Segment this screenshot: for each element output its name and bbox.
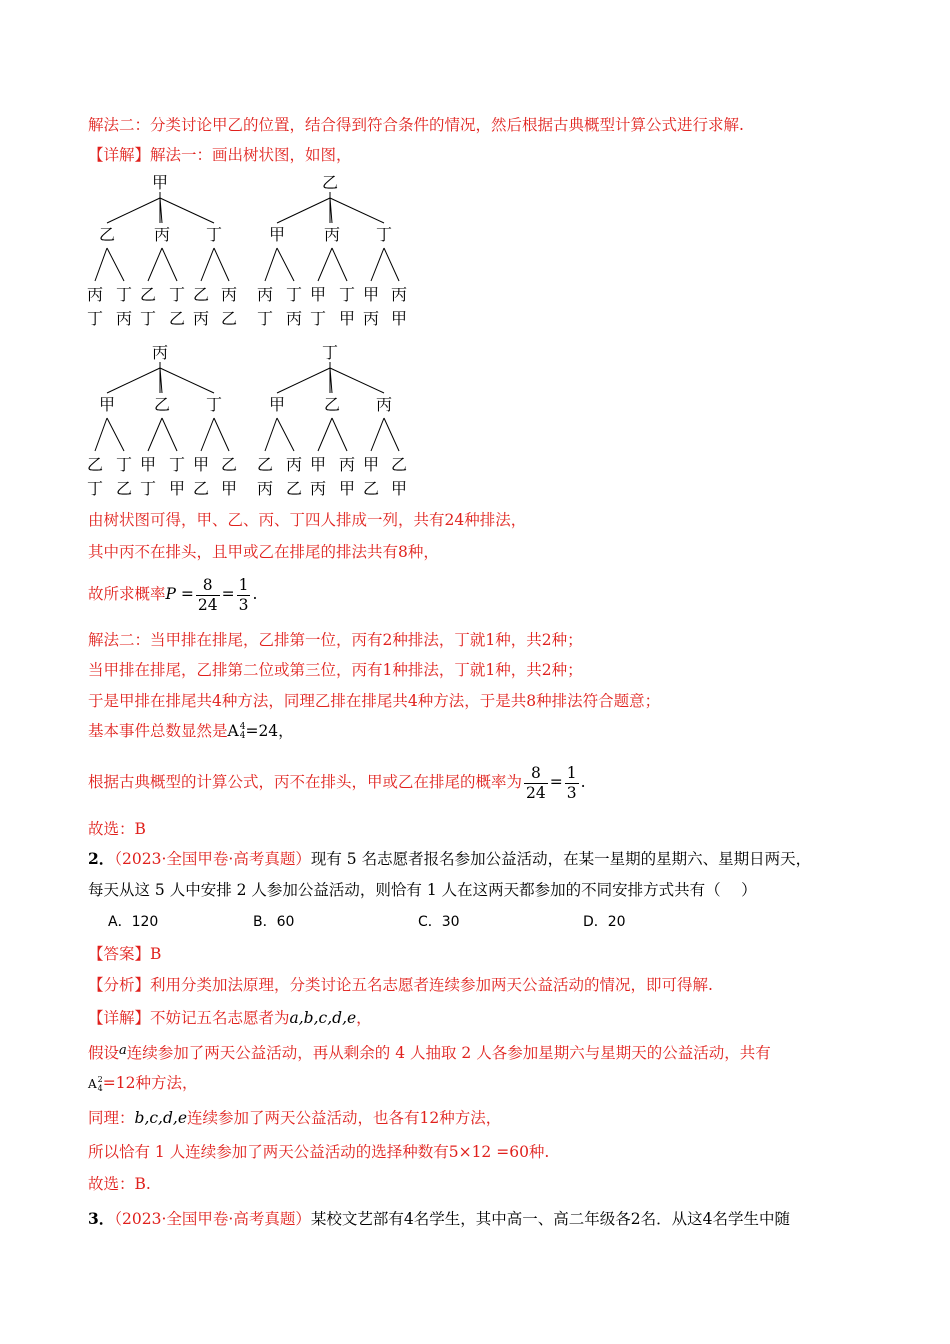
tree-branch (332, 418, 347, 451)
tree-leaf: 丁 (338, 285, 356, 304)
detail-line: 【详解】不妨记五名志愿者为a,b,c,d,e， (88, 1009, 372, 1027)
question-3: 3．（2023·全国甲卷·高考真题）某校文艺部有4名学生，其中高一、高二年级各2名．从这4名学生中随 (88, 1209, 790, 1228)
tree-branch (162, 248, 177, 281)
solution2-total: 于是甲排在排尾共4种方法，同理乙排在排尾共4种方法，于是共8种排法符合题意； (88, 692, 661, 710)
tree-branch (160, 198, 214, 223)
tree-child: 乙 (153, 395, 171, 414)
tree-child: 丁 (205, 395, 223, 414)
choice-answer-2: 故选：B. (88, 1175, 151, 1193)
volunteer-variables: a,b,c,d,e (289, 1009, 357, 1027)
tree-branch (148, 248, 162, 281)
tree-branch (214, 418, 229, 451)
tree-leaf: 丙 (86, 285, 104, 304)
tree-child: 甲 (98, 395, 116, 414)
tree-leaf: 乙 (220, 309, 238, 328)
solution2-case2: 当甲排在排尾，乙排第二位或第三位，丙有1种排法，丁就1种，共2种； (88, 661, 583, 679)
tree-branch (277, 368, 330, 393)
fraction-8-24: $\frac{8}{24}$ (526, 763, 546, 802)
fraction-1-3: $\frac{1}{3}$ (238, 575, 249, 614)
probability-prefix: 故所求概率 (88, 585, 166, 603)
tree-child: 丁 (205, 225, 223, 244)
tree-branch (318, 248, 332, 281)
tree-leaf: 丙 (192, 309, 210, 328)
tree-branch (371, 248, 384, 281)
tree-branch (384, 248, 399, 281)
tree-branch (318, 418, 332, 451)
tree-branch (162, 418, 177, 451)
tree-leaf: 乙 (115, 479, 133, 498)
other-volunteer-variables: b,c,d,e (134, 1109, 187, 1127)
tree-branch (330, 198, 384, 223)
sample-space-line: 基本事件总数显然是A 4 4 =24， (88, 722, 294, 741)
choice-answer-1: 故选：B (88, 820, 146, 838)
tree-leaf: 甲 (168, 479, 186, 498)
variable-a: a (119, 1043, 127, 1058)
favorable-count: 其中丙不在排头，且甲或乙在排尾的排法共有8种， (88, 543, 439, 561)
tree-leaf: 丙 (338, 455, 356, 474)
fraction-8-24: $\frac{8}{24}$ (197, 575, 218, 614)
tree-child: 丙 (375, 395, 393, 414)
tree-leaf: 甲 (338, 479, 356, 498)
tree-leaf: 丙 (362, 309, 380, 328)
tree-leaf: 乙 (285, 479, 303, 498)
tree-leaf: 甲 (362, 455, 380, 474)
tree-branch (277, 198, 330, 223)
tree-leaf: 丁 (86, 309, 104, 328)
question-number: 2． (88, 849, 115, 868)
tree-branch (107, 198, 160, 223)
tree-child: 乙 (323, 395, 341, 414)
fraction-1-3: $\frac{1}{3}$ (566, 763, 577, 802)
question-source: （2023·全国甲卷·高考真题） (114, 1210, 311, 1228)
tree-leaf: 乙 (168, 309, 186, 328)
tree-leaf: 甲 (390, 309, 408, 328)
tree-branch (107, 368, 160, 393)
tree-leaf: 丁 (256, 309, 274, 328)
tree-leaf: 乙 (139, 285, 157, 304)
classical-probability-line: 根据古典概型的计算公式，丙不在排头，甲或乙在排尾的概率为 $\frac{8}{24}$ = $\frac{1}{3}$ . (88, 763, 586, 802)
question-source: （2023·全国甲卷·高考真题） (114, 850, 311, 868)
tree-diagram-ding (252, 340, 422, 500)
tree-leaf: 丙 (285, 455, 303, 474)
question-2-continued: 每天从这 5 人中安排 2 人参加公益活动，则恰有 1 人在这两天都参加的不同安排方式共有（ ） (88, 881, 757, 899)
tree-branch (265, 418, 277, 451)
tree-branch (332, 248, 347, 281)
tree-leaf: 甲 (309, 285, 327, 304)
tree-leaf: 甲 (192, 455, 210, 474)
answer-label: 【答案】B (88, 945, 162, 963)
tree-branch (277, 418, 294, 451)
tree-root: 甲 (151, 173, 169, 192)
option-d: D．20 (583, 914, 626, 930)
tree-branch (95, 418, 107, 451)
tree-leaf: 甲 (390, 479, 408, 498)
tree-child: 甲 (268, 225, 286, 244)
tree-leaf: 丁 (285, 285, 303, 304)
tree-child: 乙 (98, 225, 116, 244)
tree-leaf: 丁 (115, 285, 133, 304)
tree-child: 甲 (268, 395, 286, 414)
tree-branch (201, 248, 214, 281)
tree-branch (107, 418, 124, 451)
tree-leaf: 甲 (139, 455, 157, 474)
total-count-line: 所以恰有 1 人连续参加了两天公益活动的选择种数有5×12 =60种. (88, 1143, 550, 1161)
tree-branch (148, 418, 162, 451)
option-c: C．30 (418, 914, 460, 930)
tree-leaf: 丙 (256, 479, 274, 498)
tree-leaf: 丙 (115, 309, 133, 328)
tree-child: 丙 (323, 225, 341, 244)
perm-symbol: A (227, 722, 239, 740)
tree-leaf: 丁 (168, 455, 186, 474)
tree-branch (201, 418, 214, 451)
tree-branch (265, 248, 277, 281)
tree-leaf: 甲 (362, 285, 380, 304)
permutation-line: A 2 4 =12种方法， (88, 1074, 198, 1093)
solution2-intro: 解法二：分类讨论甲乙的位置，结合得到符合条件的情况，然后根据古典概型计算公式进行求解. (88, 116, 744, 134)
tree-leaf: 乙 (86, 455, 104, 474)
tree-diagram-yi (252, 170, 422, 330)
tree-root: 丙 (151, 343, 169, 362)
tree-child: 丙 (153, 225, 171, 244)
probability-line: 故所求概率P = $\frac{8}{24}$ = $\frac{1}{3}$ . (88, 575, 258, 614)
tree-root: 丁 (321, 343, 339, 362)
assumption-line: 假设$^a$连续参加了两天公益活动，再从剩余的 4 人抽取 2 人各参加星期六与星期天的公益活动，共有 (88, 1043, 771, 1062)
variable-p: P (165, 585, 176, 603)
tree-leaf: 丁 (86, 479, 104, 498)
question-number: 3． (88, 1209, 115, 1228)
option-b: B．60 (253, 914, 295, 930)
tree-leaf: 丙 (256, 285, 274, 304)
tree-leaf: 甲 (309, 455, 327, 474)
question-2: 2．（2023·全国甲卷·高考真题）现有 5 名志愿者报名参加公益活动，在某一星期的星期六、星期日两天， (88, 849, 812, 868)
tree-branch (277, 248, 294, 281)
perm-symbol: A (88, 1077, 97, 1091)
equals-sign: = (221, 585, 235, 603)
tree-branch (330, 368, 384, 393)
detail-method1: 【详解】解法一：画出树状图，如图， (88, 146, 352, 164)
tree-branch (160, 368, 214, 393)
tree-leaf: 乙 (390, 455, 408, 474)
similarly-line: 同理：b,c,d,e连续参加了两天公益活动，也各有12种方法， (88, 1109, 502, 1127)
tree-leaf: 丙 (220, 285, 238, 304)
tree-branch (384, 418, 399, 451)
tree-branch (107, 248, 124, 281)
tree-child: 丁 (375, 225, 393, 244)
tree-branch (95, 248, 107, 281)
tree-branch (214, 248, 229, 281)
tree-leaf: 丙 (390, 285, 408, 304)
tree-diagram-bing (82, 340, 252, 500)
tree-leaf: 丁 (139, 309, 157, 328)
tree-leaf: 乙 (362, 479, 380, 498)
tree-leaf: 乙 (220, 455, 238, 474)
tree-leaf: 丁 (309, 309, 327, 328)
tree-diagram-jia (82, 170, 252, 330)
tree-leaf: 丁 (168, 285, 186, 304)
equals-sign: = (175, 585, 194, 603)
tree-leaf: 甲 (220, 479, 238, 498)
analysis: 【分析】利用分类加法原理，分类讨论五名志愿者连续参加两天公益活动的情况，即可得解. (88, 976, 713, 994)
option-a: A．120 (108, 914, 159, 930)
tree-leaf: 乙 (256, 455, 274, 474)
tree-leaf: 丙 (285, 309, 303, 328)
tree-conclusion: 由树状图可得，甲、乙、丙、丁四人排成一列，共有24种排法， (88, 511, 527, 529)
tree-leaf: 丙 (309, 479, 327, 498)
tree-branch (371, 418, 384, 451)
solution2-case1: 解法二：当甲排在排尾，乙排第一位，丙有2种排法，丁就1种，共2种； (88, 631, 583, 649)
tree-leaf: 甲 (338, 309, 356, 328)
tree-leaf: 乙 (192, 479, 210, 498)
tree-leaf: 丁 (115, 455, 133, 474)
tree-leaf: 乙 (192, 285, 210, 304)
tree-leaf: 丁 (139, 479, 157, 498)
tree-root: 乙 (321, 173, 339, 192)
